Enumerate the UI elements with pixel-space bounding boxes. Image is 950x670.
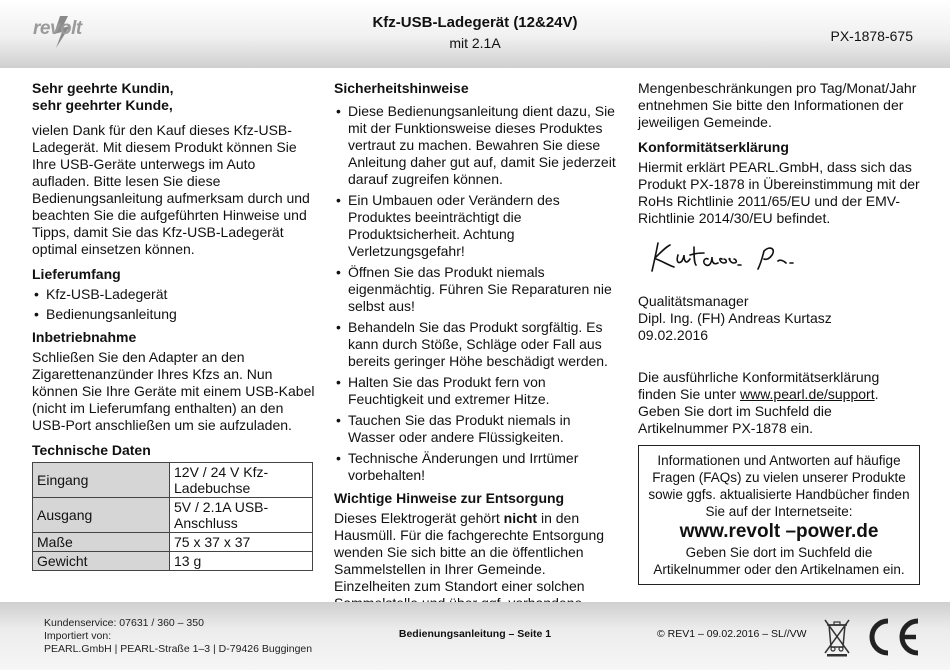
signer-role: Qualitätsmanager [638,293,749,309]
logo-text: revolt [33,18,82,39]
page-title: Kfz-USB-Ladegerät (12&24V) [372,14,578,31]
column-left [32,80,316,571]
greeting-line-1: Sehr geehrte Kundin, [32,80,174,96]
document-number: PX-1878-675 [830,28,913,44]
table-row [33,552,313,571]
signer-name: Dipl. Ing. (FH) Andreas Kurtasz [638,310,832,326]
spec-key: Maße [33,533,170,552]
page-header [0,0,950,68]
entsorgung-bold: nicht [503,510,538,526]
spec-table [32,462,313,571]
spec-key: Eingang [33,463,170,498]
list-item: • Bedienungsanleitung [32,306,316,323]
page-subtitle: mit 2.1A [449,35,501,51]
signer-date: 09.02.2016 [638,327,709,343]
greeting [32,80,316,114]
table-row [33,463,313,498]
list-item: • Behandeln Sie das Produkt sorgfältig. Es kann durch Stöße, Schläge oder Fall aus bereits geringer Höhe beschädigt werden. [334,319,618,370]
inbetriebnahme-heading: Inbetriebnahme [32,329,137,345]
full-declaration-post: . Geben Sie dort im Suchfeld die Artikelnummer PX-1878 ein. [638,386,879,436]
list-item: • Ein Umbauen oder Verändern des Produktes beeinträchtigt die Produktsicherheit. Achtung Verletzungsgefahr! [334,192,618,260]
signature [638,233,838,279]
greeting-line-2: sehr geehrter Kunde, [32,97,173,113]
list-item: • Tauchen Sie das Produkt niemals in Wasser oder andere Flüssigkeiten. [334,412,618,446]
footer-page-label: Bedienungsanleitung – Seite 1 [398,628,552,640]
list-item: • Diese Bedienungsanleitung dient dazu, Sie mit der Funktionsweise dieses Produktes vertraut zu machen. Bewahren Sie diese Anleitung daher gut auf, damit Sie jederzeit darauf zugreifen können. [334,103,618,188]
sicherheit-heading: Sicherheitshinweise [334,80,469,96]
weee-bin-icon [822,617,852,657]
importer-label: Importiert von: [44,630,112,642]
column-right [638,80,920,585]
support-link[interactable]: www.pearl.de/support [739,386,875,402]
lieferumfang-heading: Lieferumfang [32,266,121,282]
spec-value: 13 g [170,552,313,571]
customer-service: Kundenservice: 07631 / 360 – 350 [44,617,204,629]
faq-url[interactable]: www.revolt –power.de [679,521,879,542]
table-row [33,498,313,533]
list-item: • Kfz-USB-Ladegerät [32,286,316,303]
entsorgung-text-pre: Dieses Elektrogerät gehört [334,510,504,526]
konformitaet-text: Hiermit erklärt PEARL.GmbH, dass sich das Produkt PX-1878 in Übereinstimmung mit der RoHs Richtlinie 2011/65/EU und der EMV-Richtlinie 2014/30/EU befindet. [638,159,920,226]
table-row [33,533,313,552]
column-middle [334,80,618,620]
lieferumfang-list [32,286,316,323]
spec-key: Ausgang [33,498,170,533]
entsorgung-heading: Wichtige Hinweise zur Entsorgung [334,490,565,506]
footer-revision: © REV1 – 09.02.2016 – SL//VW [657,628,807,640]
inbetriebnahme-text: Schließen Sie den Adapter an den Zigarettenanzünder Ihres Kfzs an. Nun können Sie Ihre Geräte mit einem USB-Kabel (nicht im Lieferumfang enthalten) an den USB-Port anschließen um sie aufzuladen. [32,349,315,433]
entsorgung-text-post: in den Hausmüll. Für die fachgerechte Entsorgung wenden Sie sich bitte an die öffentlichen Sammelstellen in Ihrer Gemeinde. Einzelheiten zum Standort einer solchen [334,510,605,594]
safety-list [334,103,618,484]
full-declaration-pre: Die ausführliche Konformitätserklärung finden Sie unter [638,369,880,402]
faq-box [638,445,920,585]
spec-key: Gewicht [33,552,170,571]
list-item: • Technische Änderungen und Irrtümer vorbehalten! [334,450,618,484]
spec-value: 5V / 2.1A USB-Anschluss [170,498,313,533]
technische-daten-heading: Technische Daten [32,442,151,458]
faq-text: Informationen und Antworten auf häufige Fragen (FAQs) zu vielen unserer Produkte sowie ggfs. aktualisierte Handbücher finden Sie auf der Internetseite: [648,453,910,519]
ce-mark-icon [862,615,922,659]
konformitaet-heading: Konformitätserklärung [638,139,789,155]
full-declaration-text [638,369,920,437]
list-item: • Öffnen Sie das Produkt niemals eigenmächtig. Führen Sie Reparaturen nie selbst aus! [334,264,618,315]
importer-address: PEARL.GmbH | PEARL-Straße 1–3 | D-79426 Buggingen [44,643,313,655]
faq-text-2: Geben Sie dort im Suchfeld die Artikelnummer oder den Artikelnamen ein. [653,545,905,577]
entsorgung-continued: Mengenbeschränkungen pro Tag/Monat/Jahr entnehmen Sie bitte den Informationen der jeweiligen Gemeinde. [638,80,917,130]
spec-value: 12V / 24 V Kfz-Ladebuchse [170,463,313,498]
list-item: • Halten Sie das Produkt fern von Feuchtigkeit und extremer Hitze. [334,374,618,408]
page-footer [0,602,950,670]
intro-text: vielen Dank für den Kauf dieses Kfz-USB-Ladegerät. Mit diesem Produkt können Sie Ihre USB-Geräte unterwegs im Auto aufladen. Bitte lesen Sie diese Bedienungsanleitung aufmerksam durch und beachten Sie die aufgeführten Hinweise und Tipps, damit Sie das Kfz-USB-Ladegerät optimal einsetzen können. [32,122,310,257]
spec-value: 75 x 37 x 37 [170,533,313,552]
entsorgung-text [334,510,618,612]
